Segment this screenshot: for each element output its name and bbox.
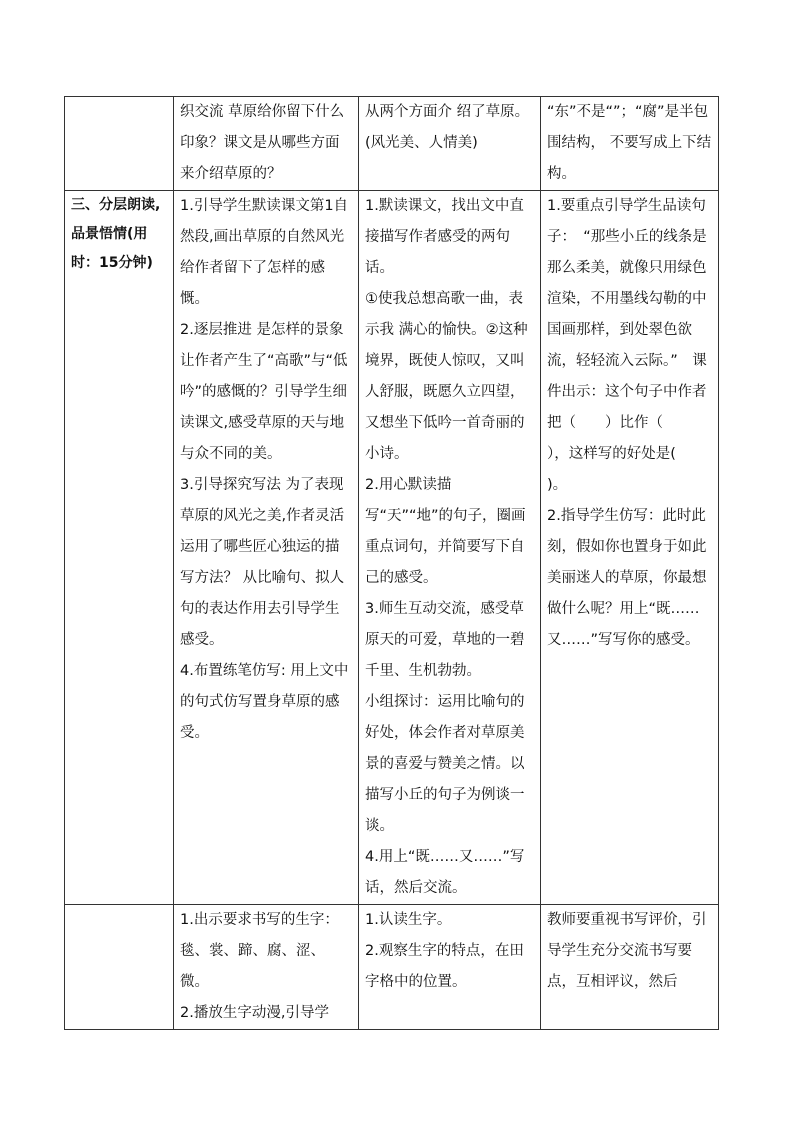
lesson-plan-table — [64, 96, 719, 1030]
stage-label: 三、分层朗读,品景悟情(用时：15分钟) — [71, 197, 161, 271]
student-activity-text: 2.观察生字的特点，在田字格中的位置。 — [365, 943, 524, 990]
student-activity-text: 3.师生互动交流，感受草原天的可爱，草地的一碧千里、生机勃勃。 — [365, 601, 525, 679]
table-row — [65, 191, 719, 905]
teacher-activity-text: 织交流 草原给你留下什么印象？课文是从哪些方面来介绍草原的？ — [180, 104, 345, 182]
stage-cell — [65, 905, 174, 1030]
table-row — [65, 97, 719, 191]
student-activity-text: 4.用上“既……又……”写话，然后交流。 — [365, 849, 525, 896]
notes-cell — [541, 191, 719, 905]
notes-text: 教师要重视书写评价，引导学生充分交流书写要点，互相评议，然后 — [547, 912, 707, 990]
student-activity-text: 小组探讨：运用比喻句的好处，体会作者对草原美景的喜爱与赞美之情。以描写小丘的句子为例谈一谈。 — [365, 694, 525, 834]
teacher-activity-text: 3.引导探究写法 为了表现草原的风光之美,作者灵活运用了哪些匠心独运的描写方法？ 从比喻句、拟人句的表达作用去引导学生感受。 — [180, 477, 345, 648]
stage-cell — [65, 97, 174, 191]
stage-cell — [65, 191, 174, 905]
student-activity-cell — [359, 191, 541, 905]
teacher-activity-text: 2.播放生字动漫,引导学 — [180, 1005, 329, 1021]
student-activity-text: ①使我总想高歌一曲，表示我 满心的愉快。②这种境界，既使人惊叹，又叫人舒服，既愿久立四望，又想坐下低吟一首奇丽的小诗。 — [365, 291, 528, 462]
teacher-activity-text: 1.引导学生默读课文第1自然段,画出草原的自然风光给作者留下了怎样的感慨。 — [180, 198, 349, 307]
teacher-activity-cell — [174, 905, 359, 1030]
student-activity-text: 1.认读生字。 — [365, 912, 452, 928]
notes-cell — [541, 97, 719, 191]
teacher-activity-text: 2.逐层推进 是怎样的景象 让作者产生了“高歌”与“低吟”的感慨的？引导学生细读课文,感受草原的天与地与众不同的美。 — [180, 322, 348, 462]
teacher-activity-cell — [174, 97, 359, 191]
student-activity-text: 1.默读课文，找出文中直接描写作者感受的两句话。 — [365, 198, 524, 276]
table-row — [65, 905, 719, 1030]
teacher-activity-cell — [174, 191, 359, 905]
student-activity-text: 2.用心默读描写“天”“地”的句子，圈画重点词句，并简要写下自己的感受。 — [365, 477, 526, 586]
notes-text: 2.指导学生仿写：此时此刻，假如你也置身于如此美丽迷人的草原，你最想做什么呢？用上“既……又……”写写你的感受。 — [547, 508, 707, 648]
notes-cell — [541, 905, 719, 1030]
student-activity-text: 从两个方面介 绍了草原。(风光美、人情美) — [365, 104, 530, 151]
notes-text: “东”不是“”；“腐”是半包围结构， 不要写成上下结构。 — [547, 104, 712, 182]
teacher-activity-text: 1.出示要求书写的生字：毯、裳、蹄、腐、涩、微。 — [180, 912, 339, 990]
student-activity-cell — [359, 905, 541, 1030]
teacher-activity-text: 4.布置练笔仿写: 用上文中的句式仿写置身草原的感受。 — [180, 663, 349, 741]
notes-text: 1.要重点引导学生品读句子： “那些小丘的线条是那么柔美，就像只用绿色渲染，不用墨线勾勒的中国画那样，到处翠色欲流，轻轻流入云际。” 课件出示：这个句子中作者把（ ）比作（ ），这样写的好处是( )。 — [547, 198, 720, 493]
student-activity-cell — [359, 97, 541, 191]
